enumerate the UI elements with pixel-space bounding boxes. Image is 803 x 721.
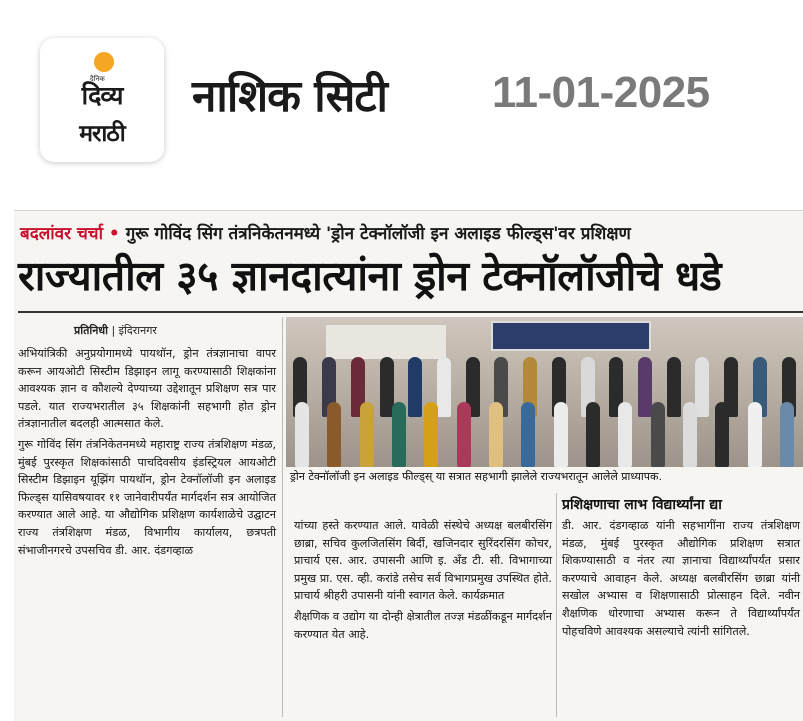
edition-city: नाशिक सिटी — [192, 71, 387, 122]
paragraph: अभियांत्रिकी अनुप्रयोगामध्ये पायथॉन, ड्रोन तंत्रज्ञानाचा वापर करून आयओटी सिस्टीम डिझाइन लागू करण्यासाठी शिक्षकांना आवश्यक ज्ञान व कौशल्ये देण्याच्या उद्देशातून प्रशिक्षण सत्र पार पडले. यात राज्यभरातील ३५ शिक्षकांनी सहभागी होत ड्रोन तंत्रज्ञानातील बदलही आत्मसात केले. — [18, 347, 276, 431]
photo-row-front — [286, 402, 803, 467]
kicker-label: बदलांवर चर्चा • — [20, 224, 120, 244]
article-kicker — [20, 221, 631, 244]
logo-small-text: दैनिक — [90, 75, 105, 83]
article-headline: राज्यातील ३५ ज्ञानदात्यांना ड्रोन टेक्नॉलॉजीचे धडे — [18, 252, 722, 300]
newspaper-clipping — [14, 210, 803, 721]
column-divider — [282, 317, 283, 717]
paragraph: शैक्षणिक व उद्योग या दोन्ही क्षेत्रातील तज्ज्ञ मंडळींकडून मार्गदर्शन करण्यात येत आहे. — [294, 609, 552, 641]
sun-icon — [94, 52, 114, 72]
group-photo — [286, 317, 803, 467]
headline-divider — [18, 311, 803, 313]
article-column-2 — [294, 517, 552, 646]
logo-title-line2: मराठी — [79, 121, 125, 147]
paragraph: गुरू गोविंद सिंग तंत्रनिकेतनमध्ये महाराष्ट्र राज्य तंत्रशिक्षण मंडळ, मुंबई पुरस्कृत शिक्षकांसाठी पाचदिवसीय इंडस्ट्रियल आयओटी सिस्टीम डिझाइन यूझिंग पायथॉन, ड्रोन टेक्नॉलॉजी इन अलाइड फिल्ड्स यासिवषयावर ११ जानेवारीपर्यंत मार्गदर्शन सत्र आयोजित करण्यात आले आहे. या औद्योगिक प्रशिक्षण कार्यशाळेचे उद्घाटन राज्य तंत्रशिक्षण मंडळ, विभागीय कार्यालय, छत्रपती संभाजीनगरचे उपसचिव डी. आर. दंडगव्हाळ — [18, 437, 276, 557]
byline-name: प्रतिनिधी — [74, 324, 108, 337]
column-divider — [556, 493, 557, 717]
divya-marathi-logo[interactable] — [40, 38, 164, 162]
projection-screen — [326, 325, 446, 359]
paragraph: यांच्या हस्ते करण्यात आले. यावेळी संस्थेचे अध्यक्ष बलबीरसिंग छाब्रा, सचिव कुलजितसिंग बिर्दी, खजिनदार सुरिंदरसिंग कोचर, प्राचार्य एस. आर. उपासनी आणि इ. अँड टी. सी. विभागाच्या प्रमुख प्रा. एस. व्ही. करांडे तसेच सर्व विभागप्रमुख उपस्थित होते. प्राचार्य श्रीहरी उपासनी यांनी स्वागत केले. कार्यक्रमात — [294, 519, 552, 603]
app-header — [0, 0, 803, 170]
byline-place: | इंदिरानगर — [111, 324, 157, 337]
article-column-1 — [18, 345, 276, 562]
logo-title-line1: दिव्य — [81, 81, 123, 110]
edition-date: 11-01-2025 — [492, 68, 710, 117]
kicker-text: गुरू गोविंद सिंग तंत्रनिकेतनमध्ये 'ड्रोन टेक्नॉलॉजी इन अलाइड फील्ड्स'वर प्रशिक्षण — [125, 224, 631, 244]
event-banner — [491, 321, 651, 351]
article-byline — [74, 323, 157, 338]
photo-caption: ड्रोन टेक्नॉलॉजी इन अलाइड फील्ड्स् या सत्रात सहभागी झालेले राज्यभरातून आलेले प्राध्यापक. — [290, 470, 662, 483]
paragraph: डी. आर. दंडगव्हाळ यांनी सहभागींना राज्य तंत्रशिक्षण मंडळ, मुंबई पुरस्कृत औद्योगिक प्रशिक्षण सत्रात शिकण्यासाठी व नंतर त्या ज्ञानाचा विद्यार्थ्यांपर्यंत प्रसार करण्याचे आवाहन केले. अध्यक्ष बलबीरसिंग छाब्रा यांनी सखोल अभ्यास व शिक्षणासाठी प्रोत्साहन दिले. नवीन शैक्षणिक धोरणाचा अभ्यास करून ते विद्यार्थ्यांपर्यंत पोहचविणे आवश्यक असल्याचे त्यांनी सांगितले. — [562, 519, 800, 638]
article-column-3 — [562, 517, 800, 643]
article-subheading: प्रशिक्षणाचा लाभ विद्यार्थ्यांना द्या — [562, 497, 722, 513]
